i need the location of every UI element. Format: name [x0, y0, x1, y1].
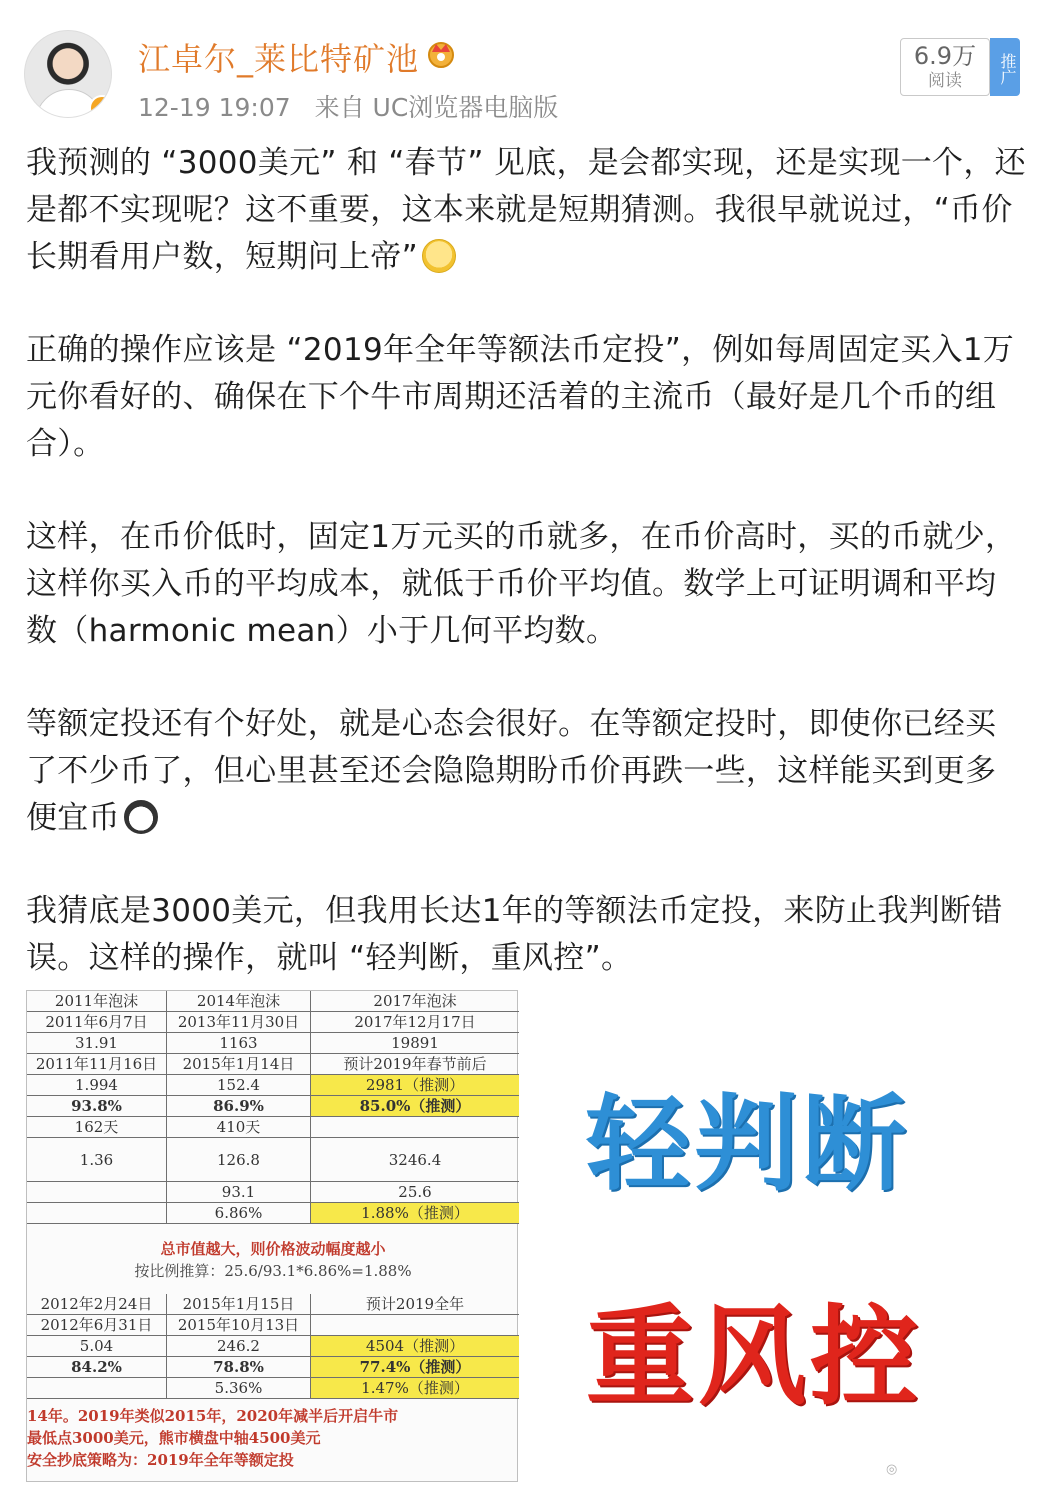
table-footer-line: 安全抄底策略为：2019年全年等额定投	[27, 1451, 294, 1469]
table-cell: 2017年12月17日	[354, 1013, 476, 1031]
paragraph-text: 等额定投还有个好处，就是心态会很好。在等额定投时，即使你已经买了不少币了，但心里甚至还会隐隐期盼币价再跌一些，这样能买到更多便宜币	[26, 706, 997, 836]
table-cell: 86.9%	[167, 1096, 311, 1116]
table-row	[27, 1117, 519, 1138]
paragraph-4	[26, 701, 1026, 842]
table-cell: 2012年6月31日	[27, 1315, 167, 1335]
table-row	[27, 1378, 519, 1399]
views-count: 6.9万	[913, 42, 977, 70]
panda-emoji-icon	[124, 800, 158, 834]
table-cell: 2015年10月13日	[167, 1315, 311, 1335]
table-cell: 246.2	[167, 1336, 311, 1356]
table-cell: 5.04	[27, 1336, 167, 1356]
table-row	[27, 1294, 519, 1315]
table-row	[27, 1357, 519, 1378]
table-cell: 25.6	[398, 1183, 432, 1201]
paragraph-5: 我猜底是3000美元，但我用长达1年的等额法币定投，来防止我判断错误。这样的操作，就叫 “轻判断，重风控”。	[26, 893, 1003, 976]
table-note-formula: 按比例推算：25.6/93.1*6.86%=1.88%	[134, 1262, 412, 1280]
post-time: 12-19 19:07	[138, 93, 291, 122]
table-row	[27, 1315, 519, 1336]
table-cell: 410天	[167, 1117, 311, 1137]
table-cell: 1.994	[27, 1075, 167, 1095]
bubble-table-image	[26, 990, 518, 1482]
table-cell: 2015年1月14日	[167, 1054, 311, 1074]
table-cell: 2012年2月24日	[27, 1294, 167, 1314]
table-row	[27, 1203, 519, 1224]
table-cell: 2017年泡沫	[373, 992, 457, 1010]
slogan-light-judgment: 轻判断	[586, 1083, 911, 1205]
table-row	[27, 1075, 519, 1096]
table-cell: 5.36%	[167, 1378, 311, 1398]
table-cell: 2013年11月30日	[167, 1012, 311, 1032]
avatar[interactable]	[24, 30, 112, 118]
table-cell: 152.4	[167, 1075, 311, 1095]
table-cell: 2014年泡沫	[167, 991, 311, 1011]
post-header	[0, 0, 1046, 140]
table-cell: 84.2%	[27, 1357, 167, 1377]
post-image[interactable]	[26, 990, 1026, 1482]
table-cell: 1163	[167, 1033, 311, 1053]
table-cell: 78.8%	[167, 1357, 311, 1377]
table-row	[27, 1054, 519, 1075]
table-cell: 2015年1月15日	[167, 1294, 311, 1314]
views-label: 阅读	[928, 71, 962, 91]
table-cell: 预计2019年春节前后	[343, 1055, 487, 1073]
table-row	[27, 1138, 519, 1182]
table-cell	[27, 1182, 167, 1202]
watermark: ◎	[886, 1462, 898, 1477]
table-cell: 2011年泡沫	[27, 991, 167, 1011]
table-cell: 126.8	[167, 1138, 311, 1181]
table-cell	[27, 1378, 167, 1398]
table-row	[27, 1096, 519, 1117]
table-cell: 预计2019全年	[365, 1295, 465, 1313]
table-cell: 6.86%	[167, 1203, 311, 1223]
table-cell: 77.4%（推测）	[311, 1357, 519, 1377]
table-footer-line: 14年。2019年类似2015年，2020年减半后开启牛市	[27, 1407, 399, 1425]
username[interactable]: 江卓尔_莱比特矿池	[138, 40, 420, 78]
promo-button[interactable]: 推广	[990, 38, 1020, 96]
slogan-heavy-risk-control: 重风控	[586, 1295, 923, 1420]
table-cell: 2011年11月16日	[27, 1054, 167, 1074]
paragraph-3: 这样，在币价低时，固定1万元买的币就多，在币价高时，买的币就少，这样你买入币的平均成本，就低于币价平均值。数学上可证明调和平均数（harmonic mean）小于几何平均数。	[26, 519, 1017, 649]
table-cell	[27, 1203, 167, 1223]
post-meta	[138, 88, 574, 124]
table-cell: 2981（推测）	[311, 1075, 519, 1095]
table-row	[27, 1182, 519, 1203]
smile-emoji-icon	[422, 239, 456, 273]
table-cell: 1.36	[27, 1138, 167, 1181]
table-row	[27, 991, 519, 1012]
crown-icon	[424, 38, 458, 68]
table-row	[27, 1012, 519, 1033]
paragraph-2: 正确的操作应该是 “2019年全年等额法币定投”，例如每周固定买入1万元你看好的、确保在下个牛市周期还活着的主流币（最好是几个币的组合）。	[26, 332, 1015, 462]
table-cell: 85.0%（推测）	[311, 1096, 519, 1116]
post-source: 来自 UC浏览器电脑版	[314, 93, 559, 122]
paragraph-text: 我预测的 “3000美元” 和 “春节” 见底，是会都实现，还是实现一个，还是都不实现呢？这不重要，这本来就是短期猜测。我很早就说过，“币价长期看用户数，短期问上帝”	[26, 145, 1026, 275]
table-cell	[311, 1315, 519, 1335]
post-body	[26, 140, 1026, 982]
verified-badge-icon: ✓	[89, 95, 112, 118]
table-cell: 1.88%（推测）	[311, 1203, 519, 1223]
table-cell: 1.47%（推测）	[311, 1378, 519, 1398]
table-cell: 93.1	[167, 1182, 311, 1202]
table-cell	[311, 1117, 519, 1137]
table-cell: 2011年6月7日	[27, 1012, 167, 1032]
table-row	[27, 1336, 519, 1357]
table-cell: 162天	[27, 1117, 167, 1137]
views-counter	[900, 38, 990, 96]
table-note-red: 总市值越大，则价格波动幅度越小	[160, 1240, 386, 1258]
paragraph-1	[26, 140, 1026, 281]
table-cell: 93.8%	[27, 1096, 167, 1116]
table-cell: 19891	[391, 1034, 439, 1052]
table-cell: 3246.4	[388, 1151, 442, 1169]
table-cell: 4504（推测）	[311, 1336, 519, 1356]
table-cell: 31.91	[27, 1033, 167, 1053]
table-row	[27, 1033, 519, 1054]
table-footer-line: 最低点3000美元，熊市横盘中轴4500美元	[27, 1429, 321, 1447]
